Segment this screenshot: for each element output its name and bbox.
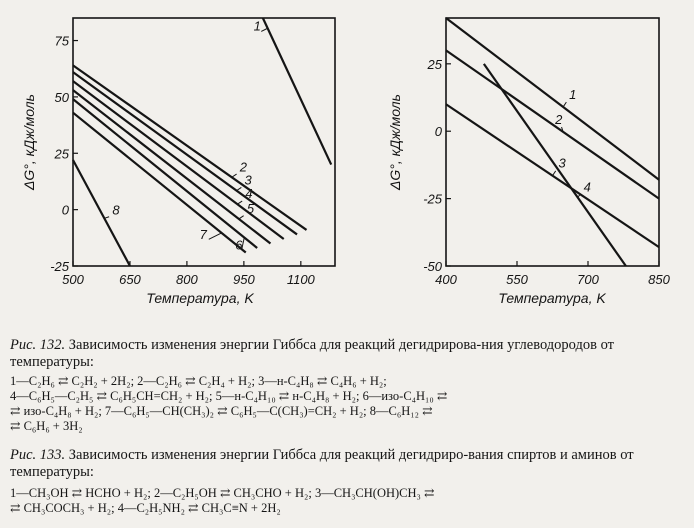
chart-132-xlabel: Температура, K bbox=[146, 290, 254, 306]
chart-133-ytick-label: 25 bbox=[427, 56, 442, 72]
chart-132-series-label-8: 8 bbox=[112, 202, 120, 218]
eq-133-line: 1—CH₃OH ⇄ HCHO + H₂; 2—C₂H₅OH ⇄ CH₃CHO + H₂; 3—CH₃CH(OH)CH₃ ⇄ bbox=[10, 486, 435, 500]
chart-132-series-leader-2 bbox=[232, 174, 237, 177]
chart-132-ylabel: ΔG°, кДж/моль bbox=[21, 94, 37, 190]
chart-133-series-label-2: 2 bbox=[555, 111, 563, 127]
chart-133-series-label-3: 3 bbox=[558, 155, 566, 171]
chart-132-series-label-1: 1 bbox=[253, 18, 261, 34]
caption-133-number: Рис. 133. bbox=[10, 447, 66, 463]
chart-132-series-leader-5 bbox=[239, 216, 244, 219]
chart-132-series-leader-3 bbox=[237, 187, 242, 190]
chart-133-ylabel: ΔG°, кДж/моль bbox=[387, 94, 403, 190]
chart-132-series-line-8 bbox=[73, 160, 130, 266]
chart-133 bbox=[387, 18, 671, 306]
chart-132-series-line-3 bbox=[73, 72, 297, 234]
chart-133-series bbox=[446, 18, 659, 266]
chart-132-series-label-5: 5 bbox=[246, 200, 255, 216]
chart-133-series-label-4: 4 bbox=[583, 179, 591, 195]
chart-133-series-leader-1 bbox=[563, 102, 566, 107]
equations-fig-133 bbox=[10, 486, 690, 516]
equations-fig-132 bbox=[10, 374, 690, 434]
chart-132-series-leader-4 bbox=[237, 201, 242, 204]
chart-132-series-line-2 bbox=[73, 65, 307, 230]
chart-132 bbox=[21, 18, 335, 306]
chart-132-xtick-label: 650 bbox=[119, 272, 141, 287]
chart-132-ticks bbox=[50, 34, 315, 287]
chart-133-xtick-label: 700 bbox=[577, 272, 599, 287]
chart-132-xtick-label: 500 bbox=[62, 272, 84, 287]
chart-132-ytick-label: 0 bbox=[61, 202, 69, 218]
chart-133-xtick-label: 400 bbox=[435, 272, 457, 287]
chart-132-ytick-label: -25 bbox=[50, 259, 69, 274]
eq-132-line: 4—C₆H₅—C₂H₅ ⇄ C₆H₅CH=CH₂ + H₂; 5—н-C₄H₁₀ ⇄ н-C₄H₈ + H₂; 6—изо-C₄H₁₀ ⇄ bbox=[10, 389, 448, 403]
chart-132-xtick-label: 1100 bbox=[286, 272, 315, 287]
chart-132-xtick-label: 800 bbox=[176, 272, 198, 287]
chart-133-series-leader-3 bbox=[553, 171, 556, 176]
chart-133-series-line-4 bbox=[484, 64, 626, 266]
caption-fig-133 bbox=[10, 447, 690, 481]
chart-133-xtick-label: 550 bbox=[506, 272, 528, 287]
chart-132-series-leader-7 bbox=[209, 233, 222, 239]
chart-132-ytick-label: 50 bbox=[54, 89, 69, 105]
chart-132-series-label-4: 4 bbox=[245, 186, 253, 202]
chart-133-series-label-1: 1 bbox=[569, 86, 577, 102]
caption-fig-132 bbox=[10, 337, 690, 371]
chart-132-series-label-3: 3 bbox=[244, 172, 252, 188]
eq-132-line: ⇄ C₆H₆ + 3H₂ bbox=[10, 419, 83, 433]
eq-132-line: ⇄ изо-C₄H₈ + H₂; 7—C₆H₅—CH(CH₃)₂ ⇄ C₆H₅—C(CH₃)=CH₂ + H₂; 8—C₆H₁₂ ⇄ bbox=[10, 404, 433, 418]
eq-132-line: 1—C₂H₆ ⇄ C₂H₂ + 2H₂; 2—C₂H₆ ⇄ C₂H₄ + H₂; 3—н-C₄H₈ ⇄ C₄H₆ + H₂; bbox=[10, 374, 387, 388]
chart-132-ytick-label: 75 bbox=[54, 33, 69, 49]
chart-132-series-line-1 bbox=[263, 18, 331, 165]
chart-132-series bbox=[73, 18, 331, 266]
chart-133-xtick-label: 850 bbox=[648, 272, 670, 287]
caption-133-text: Зависимость изменения энергии Гиббса для реакций дегидриро-вания спиртов и аминов от температуры: bbox=[10, 447, 634, 480]
chart-133-ytick-label: 0 bbox=[434, 124, 442, 140]
chart-132-series-leader-1 bbox=[261, 28, 267, 31]
chart-132-ytick-label: 25 bbox=[54, 146, 69, 162]
caption-132-number: Рис. 132. bbox=[10, 337, 66, 353]
chart-133-series-line-1 bbox=[446, 18, 659, 180]
chart-132-series-label-7: 7 bbox=[199, 226, 207, 242]
chart-132-series-label-2: 2 bbox=[239, 159, 248, 175]
chart-133-ytick-label: -25 bbox=[423, 191, 442, 207]
chart-132-series-label-6: 6 bbox=[235, 237, 243, 253]
chart-132-xtick-label: 950 bbox=[233, 272, 255, 287]
chart-133-frame bbox=[446, 18, 659, 266]
chart-133-xlabel: Температура, K bbox=[498, 290, 606, 306]
chart-133-ytick-label: -50 bbox=[423, 259, 442, 274]
eq-133-line: ⇄ CH₃COCH₃ + H₂; 4—C₂H₅NH₂ ⇄ CH₃C≡N + 2H₂ bbox=[10, 501, 281, 515]
chart-132-series-line-6 bbox=[73, 99, 257, 248]
caption-132-text: Зависимость изменения энергии Гиббса для реакций дегидрирова-ния углеводородов от температуры: bbox=[10, 337, 614, 370]
